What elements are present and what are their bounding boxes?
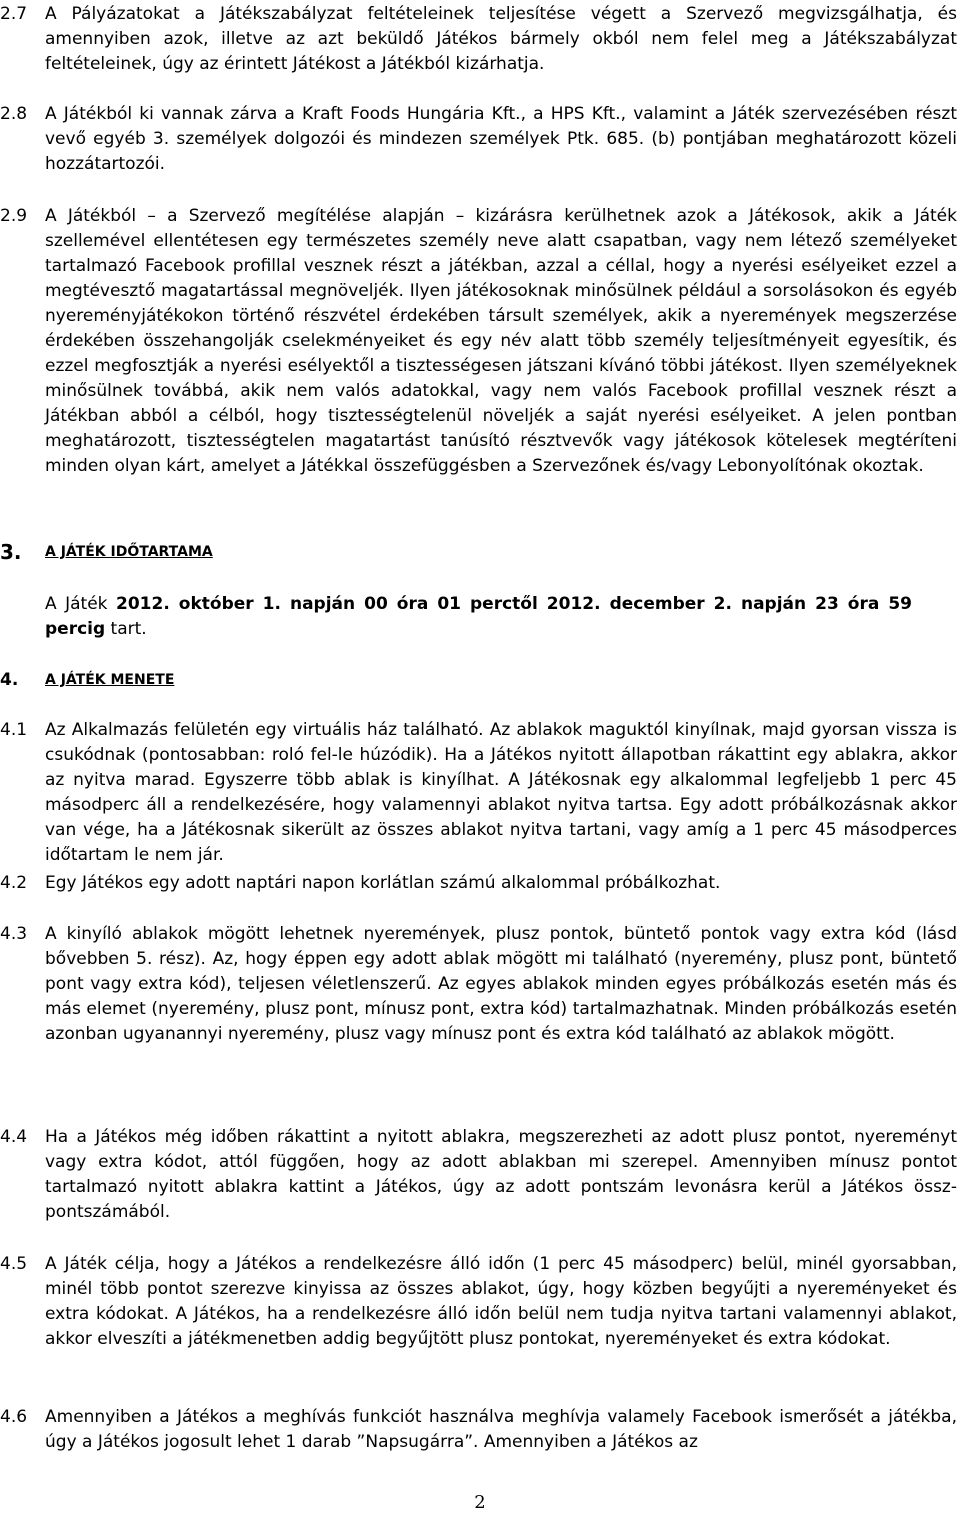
section-4-6 bbox=[0, 1405, 957, 1455]
section-number: 4.5 bbox=[0, 1254, 28, 1274]
section-number: 2.8 bbox=[0, 104, 28, 124]
section-4-5 bbox=[0, 1252, 957, 1352]
section-4-1 bbox=[0, 718, 957, 868]
section-number: 2.7 bbox=[0, 4, 28, 24]
heading-4 bbox=[0, 668, 957, 693]
section-number: 4.2 bbox=[0, 873, 28, 893]
section-text: A Játék célja, hogy a Játékos a rendelkezésre álló időn (1 perc 45 másodperc) belül, minél gyorsabban, minél több pontot szerezve kinyissa az összes ablakot, úgy, hogy közben begyűjti a nyereményeket és extra kódokat. A Játékos, ha a rendelkezésre álló időn belül nem tudja nyitva tartani valamennyi ablakot, akkor elveszíti a játékmenetben addig begyűjtött plusz pontokat, nyereményeket és extra kódokat. bbox=[45, 1254, 957, 1349]
heading-3 bbox=[0, 540, 957, 565]
section-text: A kinyíló ablakok mögött lehetnek nyeremények, plusz pontok, büntető pontok vagy extra kód (lásd bővebben 5. rész). Az, hogy éppen egy adott ablak mögött mi található (nyeremény, plusz pont, büntető pont vagy extra kód), teljesen véletlenszerű. Az egyes ablakok minden egyes próbálkozás esetén más és más elemet (nyeremény, plusz pont, mínusz pont, extra kód) tartalmazhatnak. Minden próbálkozás esetén azonban ugyanannyi nyeremény, plusz vagy mínusz pont és extra kód található az ablakok mögött. bbox=[45, 924, 957, 1044]
section-2-9 bbox=[0, 204, 957, 479]
section-2-7 bbox=[0, 2, 957, 77]
section-text: A Játékból ki vannak zárva a Kraft Foods Hungária Kft., a HPS Kft., valamint a Játék szervezésében részt vevő egyéb 3. személyek dolgozói és mindezen személyek Ptk. 685. (b) pontjában meghatározott közeli hozzátartozói. bbox=[45, 104, 957, 174]
heading-title: A JÁTÉK MENETE bbox=[45, 672, 175, 688]
heading-title: A JÁTÉK IDŐTARTAMA bbox=[45, 544, 213, 560]
section-4-4 bbox=[0, 1125, 957, 1225]
section-text: A Pályázatokat a Játékszabályzat feltételeinek teljesítése végett a Szervező megvizsgálhatja, és amennyiben azok, illetve az azt beküldő Játékos bármely okból nem felel meg a Játékszabályzat feltételeinek, úgy az érintett Játékost a Játékból kizárhatja. bbox=[45, 4, 957, 74]
heading-number: 4. bbox=[0, 670, 19, 690]
section-number: 2.9 bbox=[0, 206, 28, 226]
heading-number: 3. bbox=[0, 540, 22, 564]
duration-suffix: tart. bbox=[105, 619, 147, 639]
section-text: A Játékból – a Szervező megítélése alapján – kizárásra kerülhetnek azok a Játékosok, akik a Játék szellemével ellentétesen egy természetes személy neve alatt csapatban, vagy nem létező személyeket tartalmazó Facebook profillal vesznek részt a játékban, azzal a céllal, hogy a nyerési esélyeiket ezzel a megtévesztő magatartással megnöveljék. Ilyen játékosoknak minősülnek például a sorsolásokon és egyéb nyereményjátékokon történő részvétel érdekében társult személyek, akik a nyeremények megszerzése érdekében összehangolják cselekményeiket és egy név alatt több személy teljesítményeit egyesítik, és ezzel megfosztják a nyerési esélyektől a tisztességesen játszani kívánó többi játékost. Ilyen személyeknek minősülnek továbbá, akik nem valós adatokkal, vagy nem valós Facebook profillal vesznek részt a Játékban abból a célból, hogy tisztességtelenül növeljék a saját nyerési esélyeiket. A jelen pontban meghatározott, tisztességtelen magatartást tanúsító résztvevők vagy játékosok kötelesek megtéríteni minden olyan kárt, amelyet a Játékkal összefüggésben a Szervezőnek és/vagy Lebonyolítónak okoztak. bbox=[45, 206, 957, 476]
duration-prefix: A Játék bbox=[45, 594, 117, 614]
section-4-3 bbox=[0, 922, 957, 1047]
duration-paragraph bbox=[0, 592, 912, 642]
section-text: Egy Játékos egy adott naptári napon korlátlan számú alkalommal próbálkozhat. bbox=[45, 873, 721, 893]
duration-dates: 2012. október 1. napján 00 óra 01 perctől 2012. december 2. napján 23 óra 59 percig bbox=[45, 594, 912, 639]
page-number: 2 bbox=[474, 1492, 486, 1513]
section-2-8 bbox=[0, 102, 957, 177]
section-4-2 bbox=[0, 871, 957, 896]
section-number: 4.1 bbox=[0, 720, 28, 740]
section-number: 4.4 bbox=[0, 1127, 28, 1147]
section-number: 4.6 bbox=[0, 1407, 28, 1427]
section-number: 4.3 bbox=[0, 924, 28, 944]
duration-text bbox=[45, 592, 912, 642]
section-text: Amennyiben a Játékos a meghívás funkciót használva meghívja valamely Facebook ismerősét a játékba, úgy a Játékos jogosult lehet 1 darab ”Napsugárra”. Amennyiben a Játékos az bbox=[45, 1407, 957, 1452]
section-text: Az Alkalmazás felületén egy virtuális ház található. Az ablakok maguktól kinyílnak, majd gyorsan vissza is csukódnak (pontosabban: roló fel-le húzódik). Ha a Játékos nyitott állapotban rákattint egy ablakra, akkor az nyitva marad. Egyszerre több ablak is kinyílhat. A Játékosnak egy alkalommal legfeljebb 1 perc 45 másodperc áll a rendelkezésére, hogy valamennyi ablakot nyitva tartsa. Egy adott próbálkozásnak akkor van vége, ha a Játékosnak sikerült az összes ablakot nyitva tartani, vagy amíg a 1 perc 45 másodperces időtartam le nem jár. bbox=[45, 720, 957, 865]
section-text: Ha a Játékos még időben rákattint a nyitott ablakra, megszerezheti az adott plusz pontot, nyereményt vagy extra kódot, attól függően, hogy az adott ablakban mi szerepel. Amennyiben mínusz pontot tartalmazó nyitott ablakra kattint a Játékos, úgy az adott pontszám levonásra kerül a Játékos össz-pontszámából. bbox=[45, 1127, 957, 1222]
